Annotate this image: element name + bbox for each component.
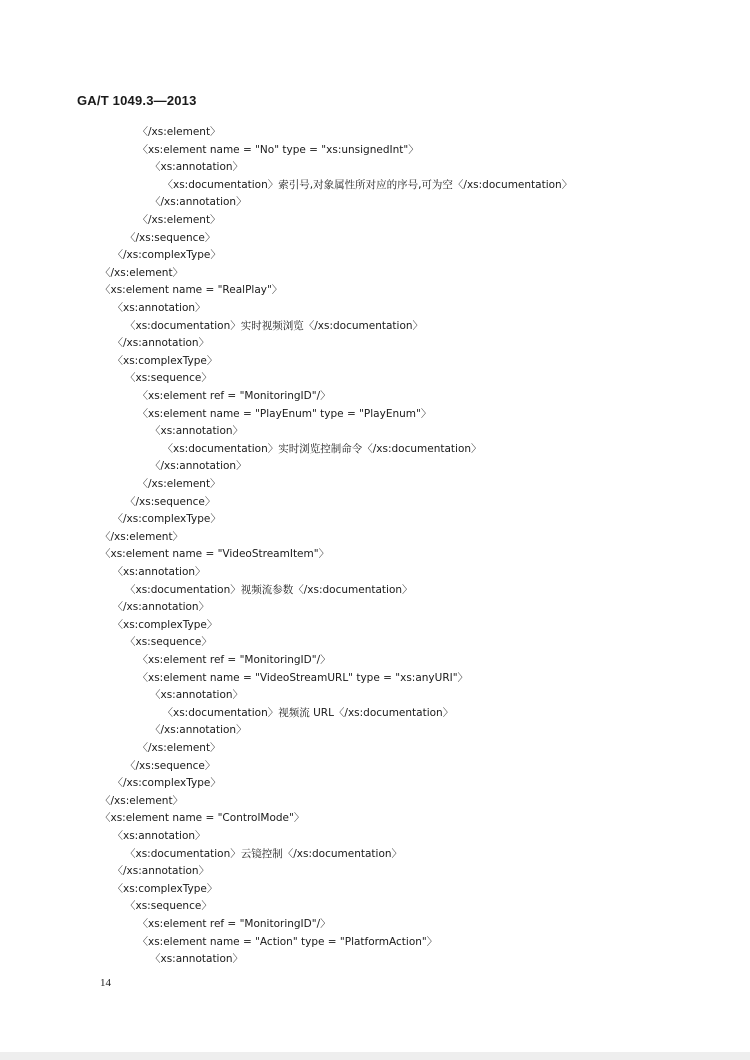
code-line: 〈xs:element name = "VideoStreamURL" type = "xs:anyURI"〉: [137, 671, 469, 684]
code-line: 〈/xs:element〉: [137, 214, 221, 226]
code-line: 〈xs:annotation〉: [150, 161, 244, 174]
page-number: 14: [100, 977, 111, 989]
code-line: 〈/xs:complexType〉: [112, 777, 221, 790]
code-line: 〈/xs:element〉: [137, 742, 221, 754]
code-line: 〈/xs:complexType〉: [112, 513, 221, 526]
code-line: 〈/xs:annotation〉: [112, 601, 210, 614]
code-line: 〈xs:annotation〉: [112, 302, 206, 314]
code-line: 〈/xs:annotation〉: [150, 196, 247, 209]
code-line: 〈xs:sequence〉: [125, 636, 212, 649]
code-line: 〈xs:documentation〉视频流参数〈/xs:documentation〉: [125, 583, 413, 596]
code-line: 〈xs:element name = "Action" type = "PlatformAction"〉: [137, 935, 438, 948]
code-line: 〈xs:complexType〉: [112, 354, 218, 367]
code-line: 〈/xs:element〉: [137, 126, 221, 138]
code-line: 〈xs:element ref = "MonitoringID"/〉: [137, 390, 331, 402]
code-line: 〈xs:element name = "No" type = "xs:unsignedInt"〉: [137, 143, 419, 156]
code-line: 〈/xs:sequence〉: [125, 495, 216, 508]
code-line: 〈/xs:element〉: [100, 530, 184, 543]
code-line: 〈/xs:annotation〉: [112, 865, 210, 878]
code-line: 〈xs:element name = "RealPlay"〉: [100, 284, 283, 297]
code-line: 〈/xs:annotation〉: [112, 337, 210, 350]
code-line: 〈xs:annotation〉: [112, 566, 206, 578]
code-line: 〈xs:element name = "ControlMode"〉: [100, 812, 305, 825]
code-line: 〈xs:documentation〉视频流 URL〈/xs:documentation〉: [162, 706, 454, 719]
code-line: 〈/xs:element〉: [137, 478, 221, 490]
code-line: 〈xs:annotation〉: [112, 830, 206, 842]
code-line: 〈xs:documentation〉云镜控制〈/xs:documentation〉: [125, 847, 403, 860]
code-line: 〈xs:annotation〉: [150, 425, 244, 438]
code-line: 〈xs:sequence〉: [125, 372, 212, 385]
code-line: 〈/xs:annotation〉: [150, 724, 247, 737]
code-line: 〈xs:annotation〉: [150, 953, 244, 966]
code-line: 〈xs:element name = "PlayEnum" type = "PlayEnum"〉: [137, 407, 432, 420]
code-line: 〈xs:complexType〉: [112, 882, 218, 895]
code-line: 〈/xs:element〉: [100, 794, 184, 807]
code-line: 〈/xs:sequence〉: [125, 231, 216, 244]
code-line: 〈xs:annotation〉: [150, 689, 244, 702]
code-line: 〈xs:element name = "VideoStreamItem"〉: [100, 548, 330, 561]
code-line: 〈/xs:sequence〉: [125, 759, 216, 772]
code-line: 〈/xs:annotation〉: [150, 460, 247, 473]
code-line: 〈xs:complexType〉: [112, 618, 218, 631]
code-line: 〈xs:element ref = "MonitoringID"/〉: [137, 654, 331, 666]
document-standard-code: GA/T 1049.3—2013: [77, 93, 197, 108]
code-line: 〈xs:sequence〉: [125, 900, 212, 913]
code-line: 〈xs:documentation〉索引号,对象属性所对应的序号,可为空〈/xs:documentation〉: [162, 178, 573, 191]
page-bottom-edge: [0, 1052, 750, 1060]
code-line: 〈/xs:complexType〉: [112, 249, 221, 262]
code-line: 〈xs:documentation〉实时视频浏览〈/xs:documentation〉: [125, 319, 424, 332]
code-line: 〈xs:element ref = "MonitoringID"/〉: [137, 918, 331, 930]
code-line: 〈xs:documentation〉实时浏览控制命令〈/xs:documentation〉: [162, 442, 482, 455]
code-line: 〈/xs:element〉: [100, 266, 184, 279]
